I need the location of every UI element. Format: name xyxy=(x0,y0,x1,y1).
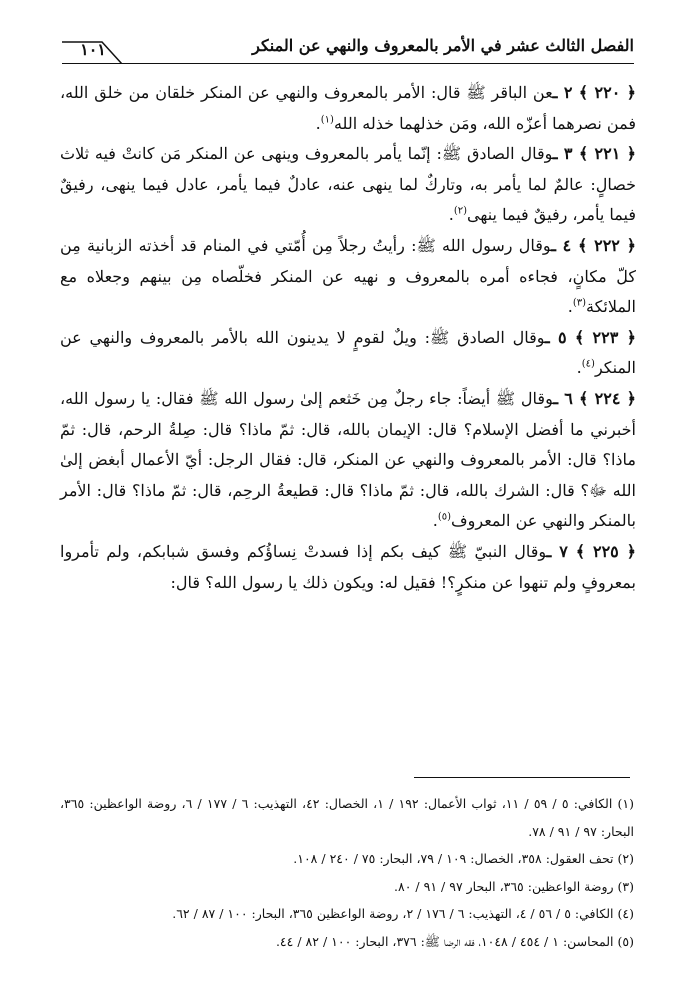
footnote-4: (٤) الكافي: ٥ / ٥٦ / ٤، التهذيب: ٦ / ١٧٦ / ٢، روضة الواعظين ٣٦٥، البحار: ١٠٠ / ٨٧ / ٦٢. xyxy=(172,906,634,922)
footnote-ref: (٢) xyxy=(453,206,468,218)
hadith-end: . xyxy=(315,113,321,133)
hadith-225 xyxy=(60,537,636,598)
footnote-5: (٥) المحاسن: ١ / ٤٥٤ / ١٠٤٨، فقه الرضا ﷺ: ٣٧٦، البحار: ١٠٠ / ٨٢ / ٤٤. xyxy=(275,933,634,949)
hadith-text: وقال ﷺ أيضاً: جاء رجلٌ مِن خَثعم إلىٰ رسول الله ﷺ فقال: يا رسول الله، أخبرني ما أفضل الإسلام؟ قال: الإيمان بالله، قال: ثمّ ماذا؟ قال: صِلةُ الرحم، قال: ثمّ ماذا؟ قال: الأمر بالمعروف والنهي عن المنكر، قال: فقال الرجل: أيّ الأعمال أبغض إلىٰ الله ﷻ؟ قال: الشرك بالله، قال: ثمّ ماذا؟ قال: قطيعةُ الرحِم، قال: ثمّ ماذا؟ قال: الأمر بالمنكر والنهي عن المعروف xyxy=(60,388,636,531)
hadith-number: ﴿ ٢٢٢ ﴾ ٤ ـ xyxy=(551,235,636,255)
hadith-221 xyxy=(60,139,636,231)
hadith-number: ﴿ ٢٢٣ ﴾ ٥ ـ xyxy=(545,327,636,347)
footnote-ref: (٣) xyxy=(572,297,587,309)
hadith-number: ﴿ ٢٢١ ﴾ ٣ ـ xyxy=(552,144,637,164)
main-text xyxy=(60,78,636,598)
footnote-3: (٣) روضة الواعظين: ٣٦٥، البحار ٩٧ / ٩١ / ٨٠. xyxy=(394,878,634,894)
footnote-ref: (١) xyxy=(320,114,334,126)
hadith-end: . xyxy=(432,511,438,531)
hadith-number: ﴿ ٢٢٥ ﴾ ٧ ـ xyxy=(546,541,637,561)
running-title: الفصل الثالث عشر في الأمر بالمعروف والنهي عن المنكر xyxy=(252,36,634,55)
page-header xyxy=(62,36,634,64)
footnote-ref: (٤) xyxy=(581,359,595,371)
hadith-end: . xyxy=(567,297,573,317)
footnote-ref: (٥) xyxy=(437,511,452,523)
hadith-text: وقال الصادق ﷺ: إنّما يأمر بالمعروف وينهى عن المنكر مَن كانتْ فيه ثلاث خصالٍ: عالمٌ لما يأمر به، وتاركٌ لما ينهى عنه، عادلٌ فيما يأمر، عادل فيما ينهى، رفيقٌ فيما يأمر، رفيقٌ فيما ينهى xyxy=(60,144,636,225)
hadith-222 xyxy=(60,231,636,323)
footnotes xyxy=(60,790,634,956)
hadith-number: ﴿ ٢٢٠ ﴾ ٢ ـ xyxy=(552,83,637,102)
hadith-223 xyxy=(60,323,636,384)
hadith-text: وقال رسول الله ﷺ: رأيتُ رجلاً مِن أُمّتي في المنام قد أخذته الزبانية مِن كلّ مكانٍ، فجاءه أمره بالمعروف و نهيه عن المنكر فخلّصاه مِن بينهم وجعلاه مع الملائكة xyxy=(60,235,636,317)
header-rule xyxy=(62,63,634,64)
hadith-text: وقال النبيّ ﷺ كيف بكم إذا فسدتْ نِساؤُكم وفسق شبابكم، ولم تأمروا بمعروفٍ ولم تنهوا عن منكرٍ؟! فقيل له: ويكون ذلك يا رسول الله؟ قال: xyxy=(60,541,636,592)
hadith-224 xyxy=(60,384,636,537)
footnote-1: (١) الكافي: ٥ / ٥٩ / ١١، ثواب الأعمال: ١٩٢ / ١، الخصال: ٤٢، التهذيب: ٦ / ١٧٧ / ٦، روضة الواعظين: ٣٦٥، البحار: ٩٧ / ٩١ / ٧٨. xyxy=(60,796,634,839)
page-number: ١٠١ xyxy=(80,40,106,59)
page-number-box xyxy=(62,38,124,64)
hadith-text: وقال الصادق ﷺ: ويلٌ لقومٍ لا يدينون الله بالأمر بالمعروف والنهي عن المنكر xyxy=(60,327,636,378)
hadith-text: عن الباقر ﷺ قال: الأمر بالمعروف والنهي عن المنكر خلقان من خلق الله، فمن نصرهما أعزّه الله، ومَن خذلهما خذله الله xyxy=(60,83,636,133)
hadith-number: ﴿ ٢٢٤ ﴾ ٦ ـ xyxy=(553,388,637,408)
hadith-end: . xyxy=(576,358,582,378)
hadith-end: . xyxy=(448,205,454,225)
hadith-220 xyxy=(60,78,636,139)
footnote-separator xyxy=(414,777,630,778)
footnote-2: (٢) تحف العقول: ٣٥٨، الخصال: ١٠٩ / ٧٩، البحار: ٧٥ / ٢٤٠ / ١٠٨. xyxy=(293,851,634,867)
